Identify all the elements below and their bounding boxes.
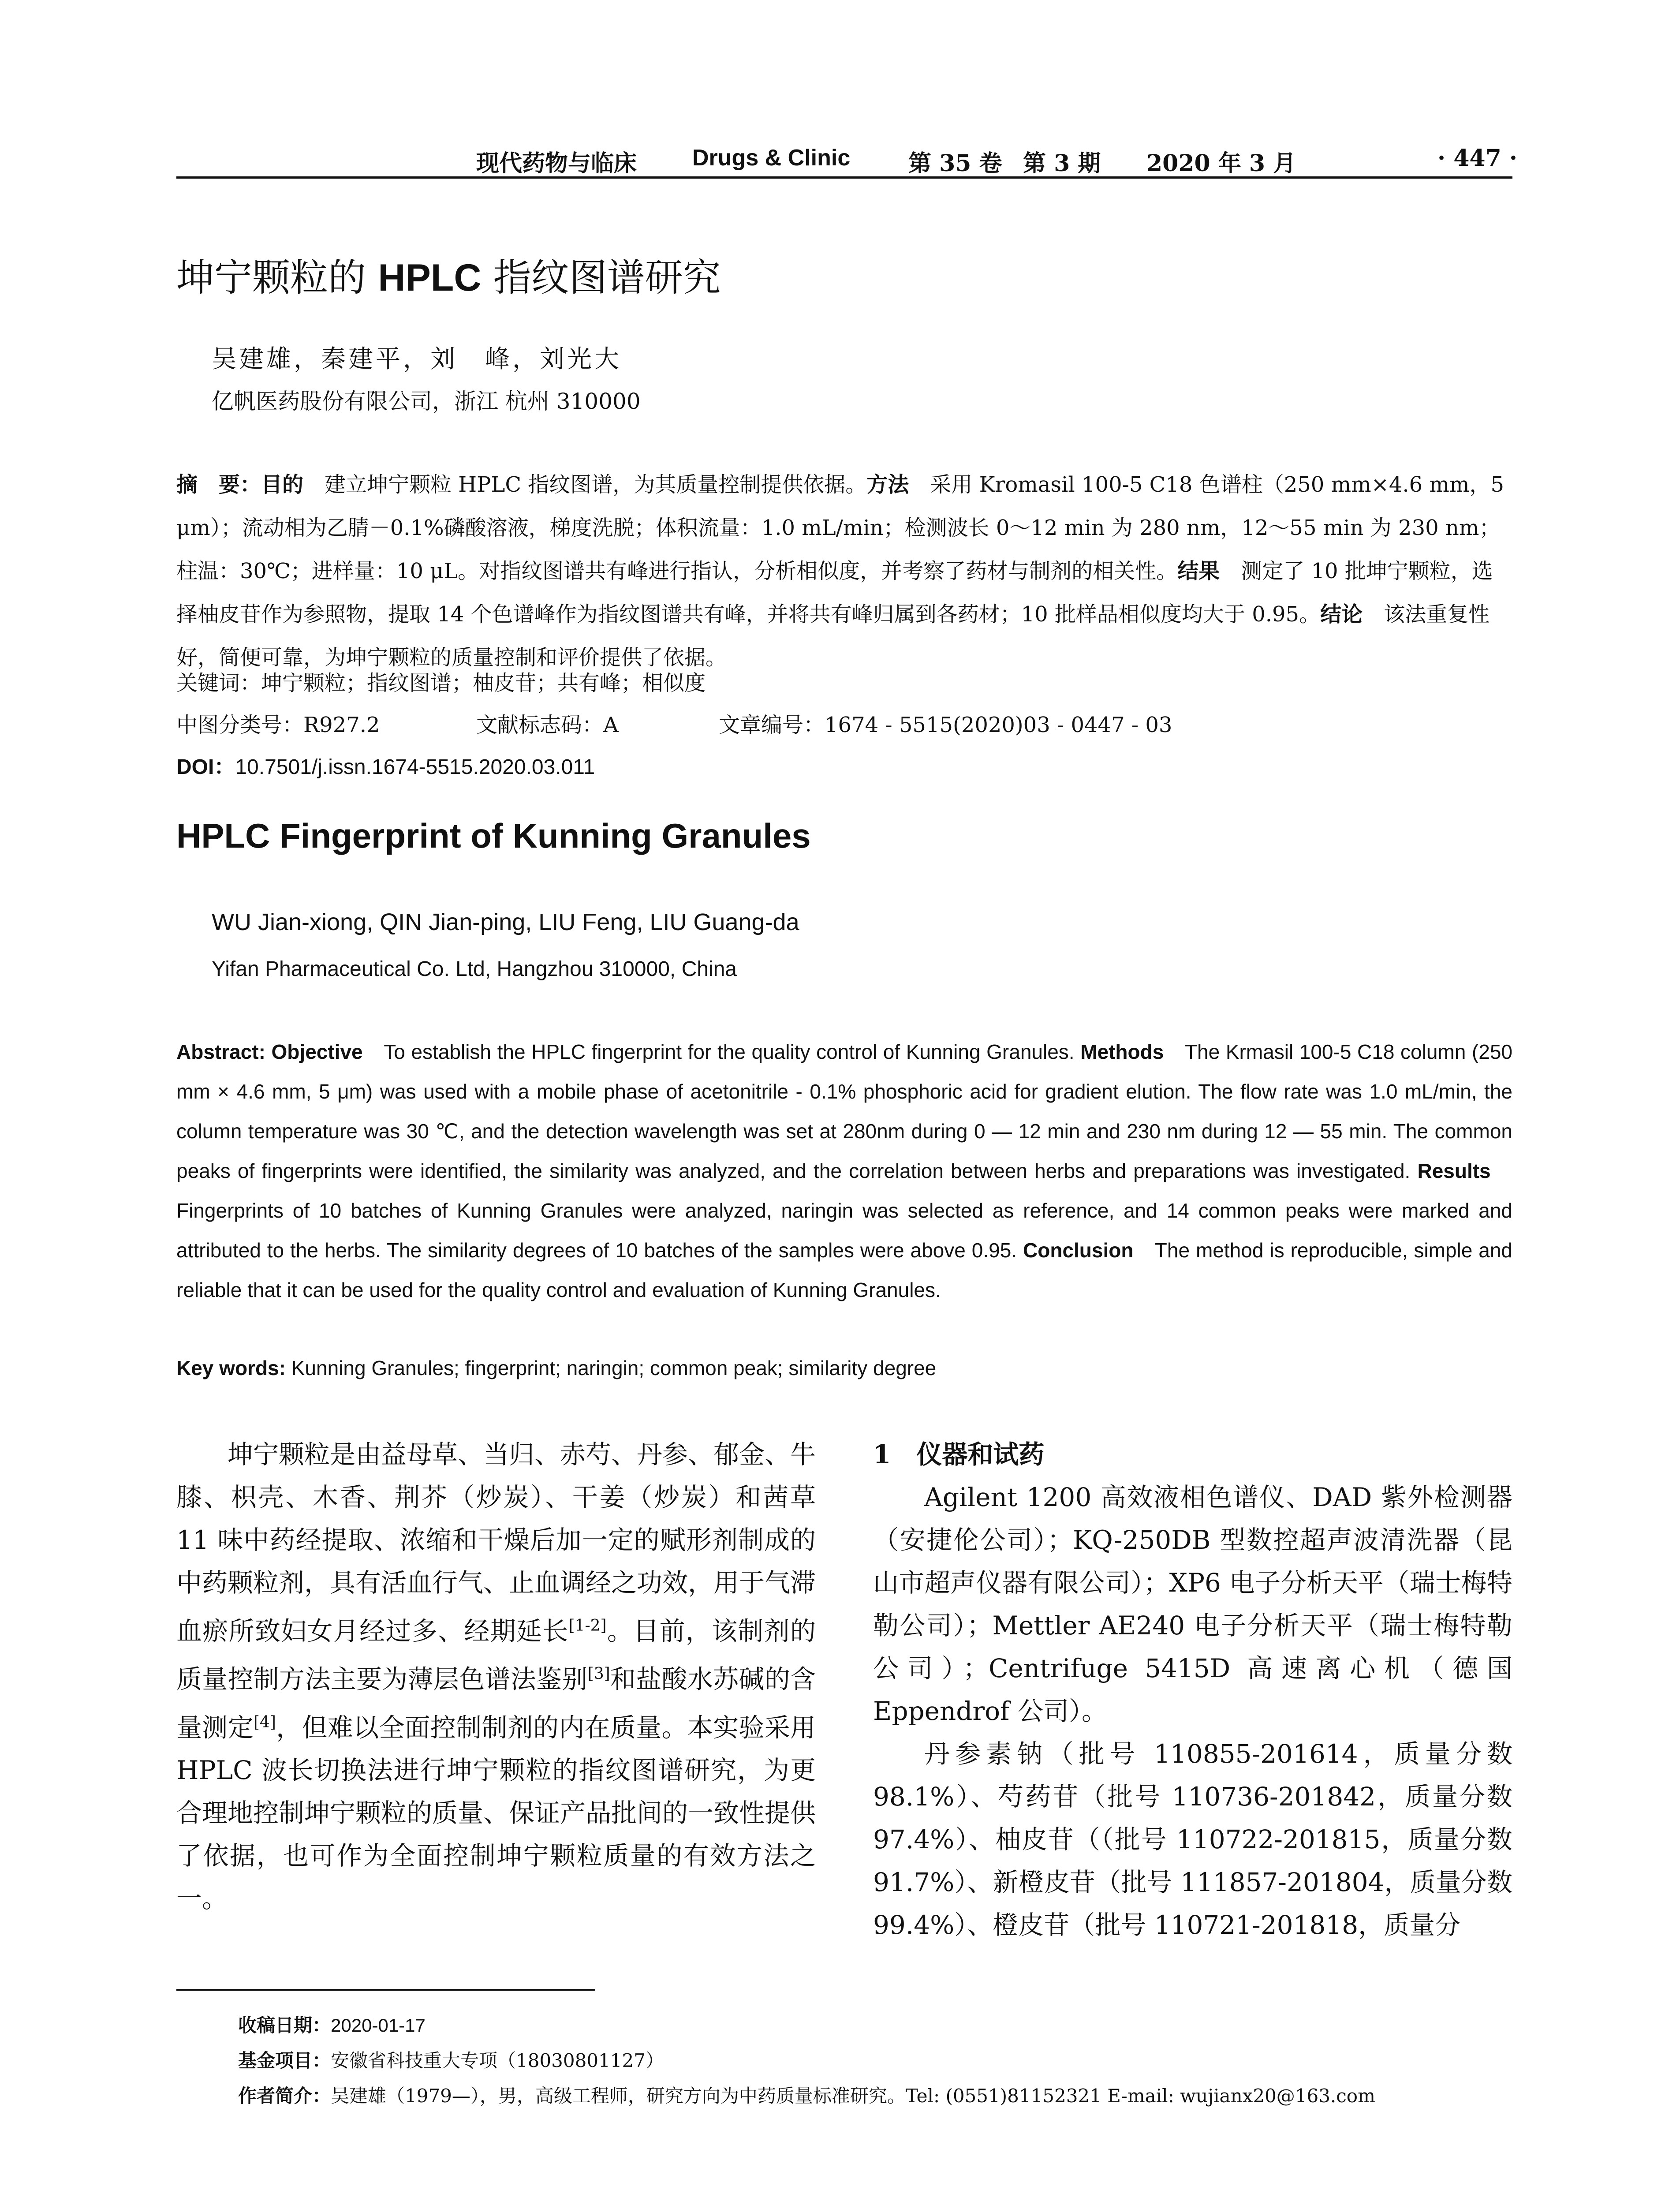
title-cn-part1: 坤宁颗粒的 — [176, 256, 366, 300]
title-cn-hplc: HPLC — [378, 257, 482, 299]
results-text-en: Fingerprints of 10 batches of Kunning Granules were analyzed, naringin was selected as reference, and 14 common peaks were marked and attributed to the herbs. The similarity degrees of 10 batches of the samples were above 0.95. — [176, 1159, 1513, 1262]
affiliation-en: Yifan Pharmaceutical Co. Ltd, Hangzhou 310000, China — [212, 957, 737, 981]
methods-label-en: Methods — [1080, 1040, 1164, 1063]
author-bio-text: 吴建雄（1979—），男，高级工程师，研究方向为中药质量标准研究。Tel: (0551)81152321 E-mail: wujianx20@163.com — [331, 2085, 1375, 2107]
intro-paragraph — [176, 1433, 816, 1920]
keywords-en — [176, 1356, 936, 1380]
body-column-left — [176, 1433, 816, 1920]
objective-text-en: To establish the HPLC fingerprint for the quality control of Kunning Granules. — [362, 1040, 1081, 1063]
authors-en: WU Jian-xiong, QIN Jian-ping, LIU Feng, LIU Guang-da — [212, 909, 799, 935]
fund-text: 安徽省科技重大专项（18030801127） — [331, 2050, 664, 2071]
article-title-cn — [176, 247, 721, 302]
abstract-label-cn: 摘 要： — [176, 472, 261, 497]
intro-text-4: ，但难以全面控制制剂的内在质量。本实验采用 HPLC 波长切换法进行坤宁颗粒的指纹图谱研究，为更合理地控制坤宁颗粒的质量、保证产品批间的一致性提供了依据，也可作为全面控制坤宁颗粒质量的有效方法之一。 — [176, 1712, 816, 1913]
intro-text-3: 和盐酸水苏碱的含量测定 — [176, 1664, 816, 1742]
citation-3[interactable]: [3] — [587, 1665, 610, 1683]
page-number: · 447 · — [1437, 145, 1517, 172]
objective-label-cn: 目的 — [261, 472, 304, 497]
citation-1-2[interactable]: [1-2] — [568, 1617, 607, 1635]
volume: 第 35 卷 — [908, 150, 1002, 177]
footnote-fund — [238, 2046, 664, 2073]
methods-label-cn: 方法 — [866, 472, 909, 497]
issue-date: 2020 年 3 月 — [1146, 150, 1296, 177]
keywords-cn: 关键词：坤宁颗粒；指纹图谱；柚皮苷；共有峰；相似度 — [176, 671, 706, 695]
objective-text-cn: 建立坤宁颗粒 HPLC 指纹图谱，为其质量控制提供依据。 — [303, 472, 867, 497]
conclusion-label-cn: 结论 — [1320, 602, 1363, 627]
reagents-paragraph: 丹参素钠（批号 110855-201614，质量分数 98.1%）、芍药苷（批号 110736-201842，质量分数 97.4%）、柚皮苷（（批号 110722-201815，质量分数 91.7%）、新橙皮苷（批号 111857-201804，质量分数 99.4%）、橙皮苷（批号 110721-201818，质量分 — [873, 1739, 1512, 1940]
footnote-rule — [176, 1989, 595, 1991]
results-label-en: Results — [1417, 1159, 1491, 1182]
article-title-en: HPLC Fingerprint of Kunning Granules — [176, 816, 811, 855]
classification-line — [176, 708, 1172, 738]
journal-name-cn: 现代药物与临床 — [476, 150, 637, 177]
methods-text-cn: 采用 Kromasil 100-5 C18 色谱柱（250 mm×4.6 mm，5 μm）；流动相为乙腈－0.1%磷酸溶液，梯度洗脱；体积流量：1.0 mL/min；检测波长 0～12 min 为 280 nm，12～55 min 为 230 nm；柱温：30℃；进样量：10 μL。对指纹图谱共有峰进行指认，分析相似度，并考察了药材与制剂的相关性。 — [176, 472, 1505, 583]
title-cn-part2: 指纹图谱研究 — [493, 256, 721, 300]
header-rule — [176, 176, 1512, 179]
clc-number: 中图分类号：R927.2 — [176, 713, 380, 737]
running-header — [176, 142, 1517, 177]
conclusion-text-cn: 该法重复性好，简便可靠，为坤宁颗粒的质量控制和评价提供了依据。 — [176, 602, 1490, 670]
footnote-author — [238, 2082, 1375, 2108]
intro-text-1: 坤宁颗粒是由益母草、当归、赤芍、丹参、郁金、牛膝、枳壳、木香、荆芥（炒炭）、干姜（炒炭）和茜草 11 味中药经提取、浓缩和干燥后加一定的赋形剂制成的中药颗粒剂，具有活血行气、止血调经之功效，用于气滞血瘀所致妇女月经过多、经期延长 — [176, 1439, 816, 1646]
keywords-label-en: Key words: — [176, 1357, 291, 1379]
received-date: 2020-01-17 — [331, 2015, 426, 2036]
received-label: 收稿日期： — [238, 2014, 331, 2036]
article-number: 文章编号：1674 - 5515(2020)03 - 0447 - 03 — [719, 713, 1172, 737]
author-bio-label: 作者简介： — [238, 2085, 331, 2107]
objective-label-en: Objective — [271, 1040, 363, 1063]
instruments-paragraph: Agilent 1200 高效液相色谱仪、DAD 紫外检测器（安捷伦公司）；KQ-250DB 型数控超声波清洗器（昆山市超声仪器有限公司）；XP6 电子分析天平（瑞士梅特勒公司）；Mettler AE240 电子分析天平（瑞士梅特勒公司）；Centrifuge 5415D 高速离心机（德国 Eppendrof 公司）。 — [873, 1482, 1512, 1726]
issue: 第 3 期 — [1023, 150, 1101, 177]
doi-line — [176, 750, 595, 780]
section-heading-1: 1 仪器和试药 — [873, 1439, 1045, 1469]
affiliation-cn: 亿帆医药股份有限公司，浙江 杭州 310000 — [212, 389, 641, 414]
body-column-right — [873, 1433, 1512, 1947]
document-code: 文献标志码：A — [476, 713, 619, 737]
keywords-text-en: Kunning Granules; fingerprint; naringin; common peak; similarity degree — [291, 1357, 937, 1379]
abstract-en — [176, 1032, 1512, 1310]
results-label-cn: 结果 — [1177, 559, 1220, 583]
abstract-cn — [176, 463, 1512, 679]
conclusion-label-en: Conclusion — [1023, 1239, 1134, 1262]
citation-4[interactable]: [4] — [253, 1713, 276, 1731]
intro-text-2: 。目前，该制剂的质量控制方法主要为薄层色谱法鉴别 — [176, 1616, 816, 1694]
methods-text-en: The Krmasil 100-5 C18 column (250 mm × 4.6 mm, 5 μm) was used with a mobile phase of acetonitrile - 0.1% phosphoric acid for gradient elution. The flow rate was 1.0 mL/min, the column temperature was 30 ℃, and the detection wavelength was set at 280nm during 0 — 12 min and 230 nm during 12 — 55 min. The common peaks of fingerprints were identified, the similarity was analyzed, and the correlation between herbs and preparations was investigated. — [176, 1040, 1512, 1182]
conclusion-text-en: The method is reproducible, simple and reliable that it can be used for the quality control and evaluation of Kunning Granules. — [176, 1239, 1512, 1301]
doi-value[interactable]: 10.7501/j.issn.1674-5515.2020.03.011 — [235, 755, 595, 779]
footnote-received — [238, 2011, 426, 2037]
abstract-label-en: Abstract: — [176, 1040, 272, 1063]
authors-cn: 吴建雄，秦建平，刘 峰，刘光大 — [212, 345, 622, 374]
doi-label: DOI： — [176, 755, 235, 779]
fund-label: 基金项目： — [238, 2050, 331, 2071]
results-text-cn: 测定了 10 批坤宁颗粒，选择柚皮苷作为参照物，提取 14 个色谱峰作为指纹图谱共有峰，并将共有峰归属到各药材；10 批样品相似度均大于 0.95。 — [176, 559, 1493, 627]
journal-name-en: Drugs & Clinic — [692, 145, 851, 171]
